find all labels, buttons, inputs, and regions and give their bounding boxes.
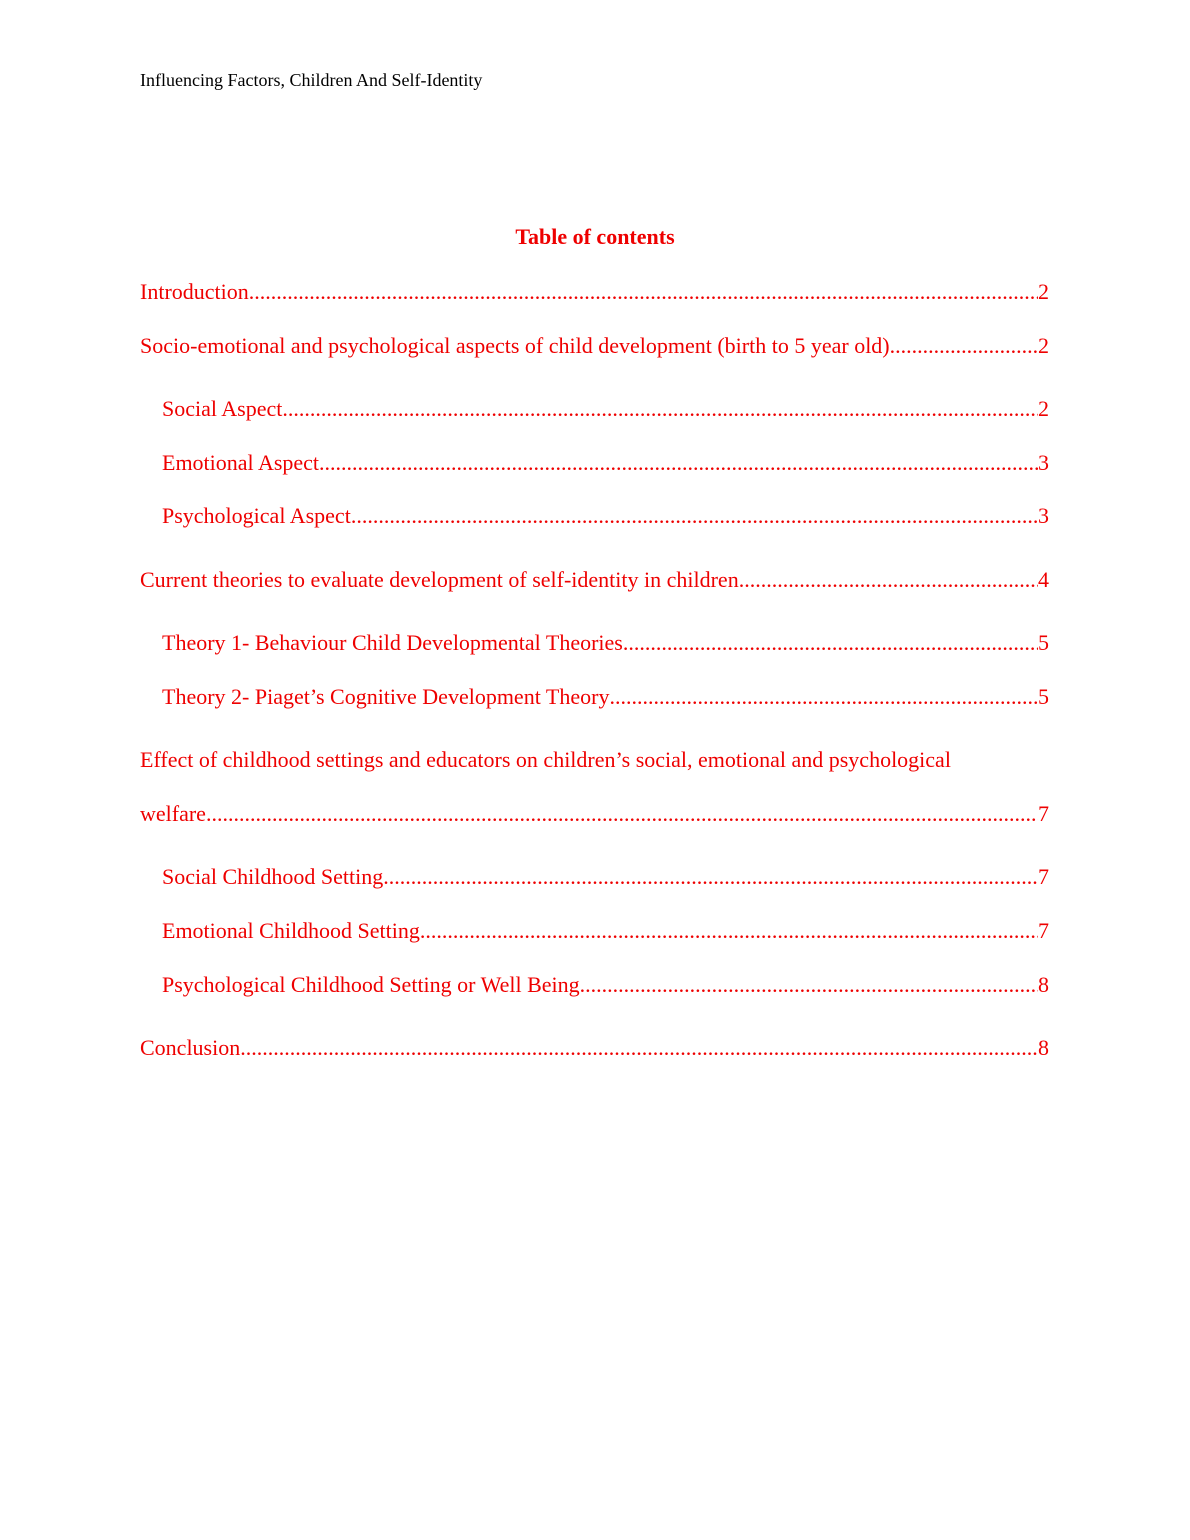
toc-page-number: 2 bbox=[1038, 396, 1049, 421]
toc-entry-label: Psychological Aspect bbox=[162, 503, 351, 528]
toc-entry-conclusion[interactable] bbox=[140, 1034, 1049, 1062]
toc-leader-dots bbox=[890, 332, 1038, 360]
toc-leader-dots bbox=[580, 971, 1038, 999]
toc-entry-label: Emotional Aspect bbox=[162, 450, 320, 475]
toc-entry-label: Psychological Childhood Setting or Well Being bbox=[162, 972, 580, 997]
toc-page-number: 5 bbox=[1038, 630, 1049, 655]
toc-entry-emotional-childhood-setting[interactable] bbox=[162, 917, 1049, 945]
toc-entry-label: Current theories to evaluate development of self-identity in children bbox=[140, 567, 739, 592]
toc-leader-dots bbox=[609, 683, 1038, 711]
toc-leader-dots bbox=[206, 800, 1038, 828]
toc-leader-dots bbox=[319, 449, 1038, 477]
toc-entry-psychological-aspect[interactable] bbox=[162, 502, 1049, 530]
toc-page-number: 7 bbox=[1038, 801, 1049, 826]
toc-entry-label: Effect of childhood settings and educators on children’s social, emotional and psychological bbox=[140, 747, 951, 772]
toc-leader-dots bbox=[739, 566, 1038, 594]
toc-leader-dots bbox=[282, 395, 1038, 423]
toc-leader-dots bbox=[240, 1034, 1038, 1062]
toc-entry-label: Introduction bbox=[140, 279, 249, 304]
toc-page-number: 8 bbox=[1038, 1035, 1049, 1060]
toc-entry-label: Social Aspect bbox=[162, 396, 283, 421]
toc-leader-dots bbox=[383, 863, 1038, 891]
toc-entry-theory-2[interactable] bbox=[162, 683, 1049, 711]
toc-title: Table of contents bbox=[515, 224, 675, 249]
toc-entry-label: Socio-emotional and psychological aspects of child development (birth to 5 year old) bbox=[140, 333, 890, 358]
toc-entry-socio-emotional[interactable] bbox=[140, 332, 1049, 360]
toc-entry-social-aspect[interactable] bbox=[162, 395, 1049, 423]
toc-entry-social-childhood-setting[interactable] bbox=[162, 863, 1049, 891]
running-header: Influencing Factors, Children And Self-Identity bbox=[140, 70, 483, 90]
toc-entry-introduction[interactable] bbox=[140, 278, 1049, 306]
toc-page-number: 2 bbox=[1038, 333, 1049, 358]
toc-leader-dots bbox=[249, 278, 1038, 306]
toc-entry-effect-of-childhood-settings[interactable] bbox=[140, 746, 1049, 774]
toc-entry-psychological-childhood-setting[interactable] bbox=[162, 971, 1049, 999]
toc-page-number: 2 bbox=[1038, 279, 1049, 304]
toc-entry-label-cont: welfare bbox=[140, 801, 206, 826]
toc-leader-dots bbox=[420, 917, 1038, 945]
toc-entry-label: Theory 1- Behaviour Child Developmental Theories bbox=[162, 630, 623, 655]
toc-page-number: 3 bbox=[1038, 450, 1049, 475]
toc-entry-emotional-aspect[interactable] bbox=[162, 449, 1049, 477]
toc-leader-dots bbox=[623, 629, 1038, 657]
toc-entry-label: Theory 2- Piaget’s Cognitive Development Theory bbox=[162, 684, 610, 709]
toc-page-number: 4 bbox=[1038, 567, 1049, 592]
toc-page-number: 3 bbox=[1038, 503, 1049, 528]
toc-entry-effect-of-childhood-settings-cont[interactable] bbox=[140, 800, 1049, 828]
toc-entry-label: Emotional Childhood Setting bbox=[162, 918, 420, 943]
toc-entry-label: Social Childhood Setting bbox=[162, 864, 384, 889]
toc-leader-dots bbox=[351, 502, 1038, 530]
toc-entry-theory-1[interactable] bbox=[162, 629, 1049, 657]
toc-page-number: 5 bbox=[1038, 684, 1049, 709]
toc-page-number: 7 bbox=[1038, 864, 1049, 889]
toc-page-number: 7 bbox=[1038, 918, 1049, 943]
toc-page-number: 8 bbox=[1038, 972, 1049, 997]
toc-entry-current-theories[interactable] bbox=[140, 566, 1049, 594]
toc-entry-label: Conclusion bbox=[140, 1035, 241, 1060]
